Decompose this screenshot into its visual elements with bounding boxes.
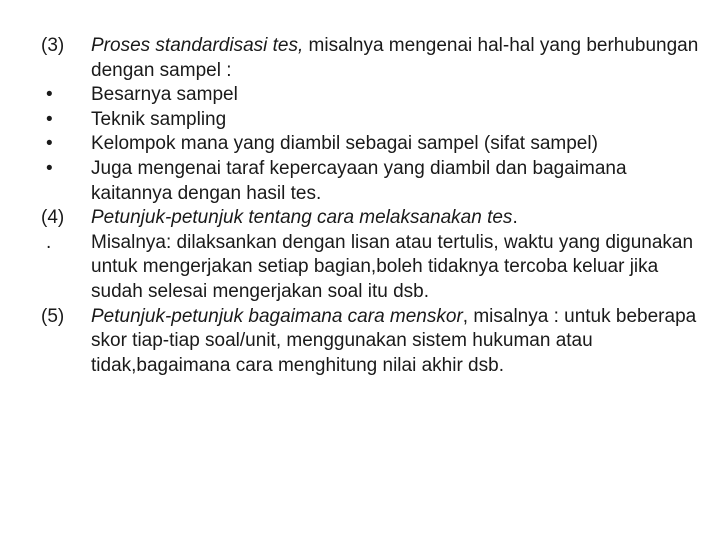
item-text: Besarnya sampel [91, 84, 238, 106]
bullet-item [41, 132, 701, 157]
item-text: Juga mengenai taraf kepercayaan yang diambil dan bagaimana kaitannya dengan hasil tes. [91, 157, 627, 204]
item-italic-text: Petunjuk-petunjuk tentang cara melaksanakan tes [91, 207, 513, 229]
item-text: Teknik sampling [91, 108, 227, 130]
bullet-icon: • [46, 157, 53, 179]
item-number: (4) [41, 207, 65, 229]
item-text: . [512, 207, 518, 229]
item-text: misalnya mengenai hal-hal yang berhubungan dengan sampel : [91, 35, 699, 81]
item-text: Kelompok mana yang diambil sebagai sampel (sifat sampel) [91, 133, 598, 155]
bullet-icon: • [46, 133, 53, 155]
dot-marker: . [46, 231, 52, 253]
item-number: (5) [41, 305, 65, 327]
item-italic-text: Proses standardisasi tes, [91, 35, 304, 56]
bullet-item [41, 108, 701, 133]
bullet-item [41, 83, 701, 108]
body-text [41, 34, 701, 378]
item-number: (3) [41, 35, 65, 56]
item-italic-text: Petunjuk-petunjuk bagaimana cara menskor [91, 305, 463, 327]
list-item-5 [41, 305, 701, 379]
bullet-icon: • [46, 108, 53, 130]
list-item-3 [41, 34, 701, 83]
bullet-icon: • [46, 84, 53, 106]
bullet-item [41, 157, 701, 206]
item-text: Misalnya: dilaksankan dengan lisan atau tertulis, waktu yang digunakan untuk mengerjakan setiap bagian,boleh tidaknya tercoba keluar jika sudah selesai mengerjakan soal itu dsb. [91, 231, 694, 302]
list-item-4 [41, 206, 701, 231]
item-text: , misalnya : untuk beberapa skor tiap-tiap soal/unit, menggunakan sistem hukuman atau tidak,bagaimana cara menghitung nilai akhir dsb. [91, 305, 697, 376]
sub-item [41, 231, 701, 305]
